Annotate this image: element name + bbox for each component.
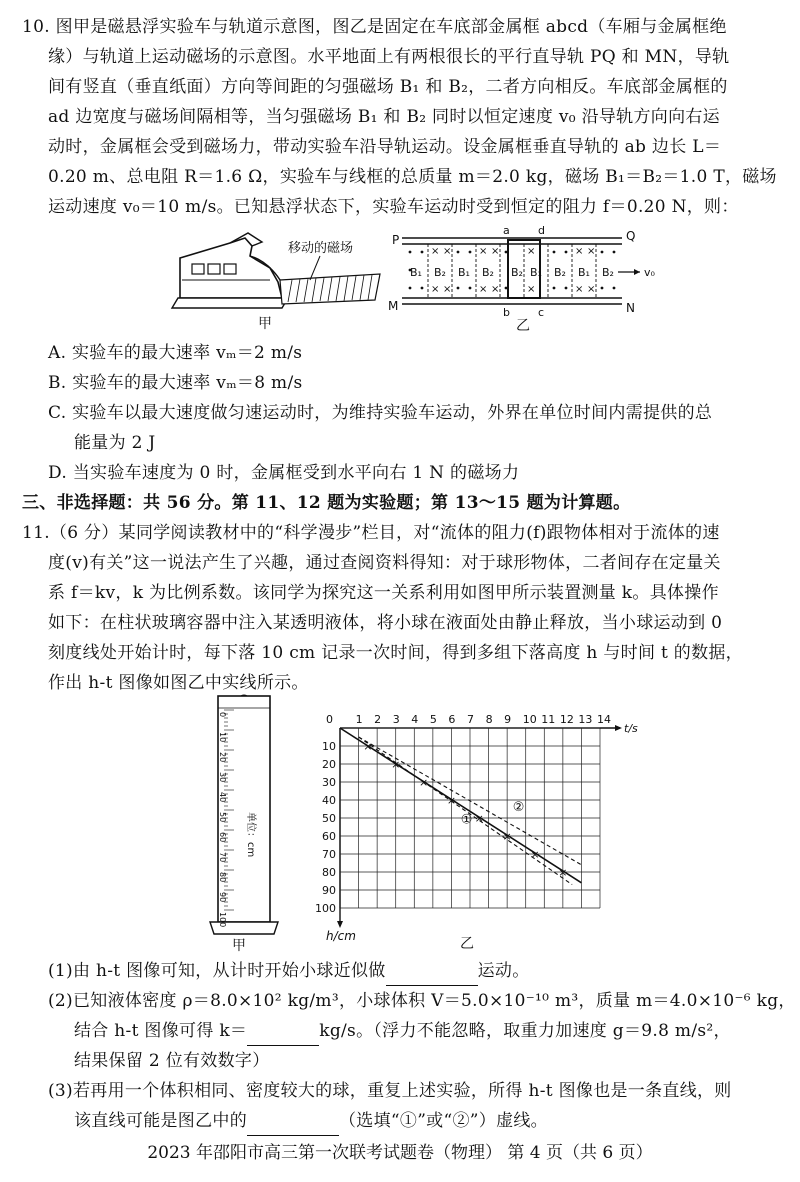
label-Q: Q (626, 229, 636, 243)
q11-sub2-line1: (2)已知液体密度 ρ＝8.0×10² kg/m³，小球体积 V＝5.0×10⁻¹⁰ m³，质量 m＝4.0×10⁻⁶ kg， (48, 991, 796, 1011)
section-3-heading: 三、非选择题：共 56 分。第 11、12 题为实验题；第 13～15 题为计算题。 (22, 493, 631, 513)
x-axis-label: t/s (624, 722, 638, 735)
y-tick-label: 50 (322, 812, 336, 825)
label-v0: v₀ (644, 266, 655, 279)
y-tick-label: 60 (322, 830, 336, 843)
q10-line-4: ad 边宽度与磁场间隔相等，当匀强磁场 B₁ 和 B₂ 同时以恒定速度 v₀ 沿导轨方向向右运 (48, 107, 720, 127)
ruler-label: 0 (218, 712, 227, 718)
x-tick-label: 6 (448, 713, 456, 726)
y-axis-arrow (337, 921, 343, 928)
x-tick-label: 8 (485, 713, 493, 726)
q10-line-3: 间有竖直（垂直纸面）方向等间距的匀强磁场 B₁ 和 B₂，二者方向相反。车底部金属框的 (48, 77, 728, 97)
q10-line-7: 运动速度 v₀＝10 m/s。已知悬浮状态下，实验车运动时受到恒定的阻力 f＝0.20 N，则： (48, 197, 739, 217)
data-point: × (502, 830, 512, 843)
q10-option-c-cont: 能量为 2 J (74, 433, 156, 453)
svg-text:×: × (491, 246, 500, 257)
ruler-label: 20 (218, 752, 227, 763)
y-tick-label: 30 (322, 776, 336, 789)
svg-text:×: × (491, 284, 500, 295)
y-tick-label: 70 (322, 848, 336, 861)
label-d: d (538, 224, 545, 237)
q10-option-c: C. 实验车以最大速度做匀速运动时，为维持实验车运动，外界在单位时间内需提供的总 (48, 403, 713, 423)
svg-text:×: × (587, 284, 596, 295)
series-annotation: ① (460, 812, 473, 828)
y-axis-label: h/cm (326, 929, 356, 943)
q11-sub3-line1: (3)若再用一个体积相同、密度较大的球，重复上述实验，所得 h-t 图像也是一条直线，则 (48, 1081, 732, 1101)
svg-text:×: × (575, 246, 584, 257)
q11-sub2-post: kg/s。（浮力不能忽略，取重力加速度 g＝9.8 m/s²， (319, 1021, 731, 1041)
x-tick-label: 0 (326, 713, 333, 726)
ruler-label: 10 (218, 732, 227, 743)
x-tick-label: 11 (541, 713, 556, 726)
x-tick-label: 9 (504, 713, 512, 726)
x-tick-label: 7 (467, 713, 474, 726)
data-point: × (446, 794, 457, 807)
svg-text:×: × (587, 246, 596, 257)
ruler-label: 50 (218, 812, 227, 823)
y-tick-label: 20 (322, 758, 336, 771)
q11-line-2: 度(v)有关”这一说法产生了兴趣，通过查阅资料得知：对于球形物体，二者间存在定量关 (48, 553, 721, 573)
x-tick-label: 14 (597, 713, 611, 726)
q11-sub1 (48, 956, 800, 986)
q11-sub1-post: 运动。 (477, 961, 530, 981)
page-footer: 2023 年邵阳市高三第一次联考试题卷（物理） 第 4 页（共 6 页） (147, 1143, 653, 1163)
ruler-label: 80 (218, 872, 227, 883)
svg-text:×: × (479, 284, 488, 295)
svg-text:×: × (575, 284, 584, 295)
ruler-label: 40 (218, 792, 227, 803)
x-tick-label: 4 (411, 713, 419, 726)
q11-sub1-pre: (1)由 h-t 图像可知，从计时开始小球近似做 (48, 961, 386, 981)
x-tick-label: 1 (355, 713, 363, 726)
svg-text:×: × (431, 284, 440, 295)
label-c: c (538, 306, 545, 319)
series-annotation: ② (512, 799, 525, 815)
series-line-solid (340, 728, 581, 883)
ruler-label: 60 (218, 832, 227, 843)
ruler-label: 70 (218, 852, 227, 863)
moving-field-label: 移动的磁场 (288, 241, 354, 256)
data-point: × (363, 740, 373, 753)
q11-line-3: 系 f＝kv，k 为比例系数。该同学为探究这一关系利用如图甲所示装置测量 k。具体操作 (48, 583, 719, 603)
ruler-label: 90 (218, 892, 227, 903)
svg-text:×: × (479, 246, 488, 257)
cylinder-unit-label: 单位：cm (245, 812, 256, 858)
field-label-b1: B₁ (458, 266, 470, 279)
svg-text:×: × (443, 284, 452, 295)
q11-fig-jia-caption: 甲 (232, 938, 246, 954)
field-label-b2: B₂ (511, 266, 523, 279)
svg-text:×: × (431, 246, 440, 257)
field-label-b2: B₂ (554, 266, 566, 279)
label-P: P (392, 233, 400, 247)
q11-line-5: 刻度线处开始计时，每下落 10 cm 记录一次时间，得到多组下落高度 h 与时间 t 的数据， (48, 643, 743, 663)
answer-blank-1[interactable] (386, 965, 478, 986)
fig-jia-caption: 甲 (258, 316, 272, 332)
q10-line-2: 缘）与轨道上运动磁场的示意图。水平地面上有两根很长的平行直导轨 PQ 和 MN，导轨 (48, 47, 730, 67)
svg-text:×: × (443, 246, 452, 257)
x-tick-label: 10 (522, 713, 537, 726)
q11-line-4: 如下：在柱状玻璃容器中注入某透明液体，将小球在液面处由静止释放，当小球运动到 0 (48, 613, 723, 633)
x-tick-label: 3 (392, 713, 400, 726)
y-tick-label: 40 (322, 794, 336, 807)
y-tick-label: 100 (315, 902, 336, 915)
data-point: × (391, 758, 401, 771)
q10-option-d: D. 当实验车速度为 0 时，金属框受到水平向右 1 N 的磁场力 (48, 463, 520, 483)
chart-caption: 乙 (460, 936, 474, 950)
q11-sub3-line2 (74, 1106, 800, 1136)
data-point: × (418, 776, 429, 789)
answer-blank-3[interactable] (247, 1115, 339, 1136)
label-b: b (503, 306, 510, 319)
q11-sub3-post: （选填“①”或“②”）虚线。 (339, 1111, 548, 1131)
ht-chart (300, 706, 640, 950)
svg-text:×: × (527, 246, 536, 257)
x-tick-label: 12 (559, 713, 574, 726)
ruler-label: 30 (218, 772, 227, 783)
label-a: a (503, 224, 510, 237)
label-N: N (626, 301, 635, 315)
field-label-b1: B₁ (578, 266, 590, 279)
label-M: M (388, 299, 399, 313)
q11-sub2-line2 (74, 1016, 800, 1046)
q11-sub3-pre: 该直线可能是图乙中的 (74, 1111, 247, 1131)
q11-line-6: 作出 h-t 图像如图乙中实线所示。 (48, 673, 309, 693)
svg-text:×: × (527, 284, 536, 295)
fig-yi-caption: 乙 (516, 318, 530, 332)
x-tick-label: 2 (374, 713, 382, 726)
field-label-b2: B₂ (434, 266, 446, 279)
q11-sub2-pre: 结合 h-t 图像可得 k＝ (74, 1021, 248, 1041)
y-tick-label: 10 (322, 740, 336, 753)
y-tick-label: 90 (322, 884, 336, 897)
field-label-b2: B₂ (482, 266, 494, 279)
x-tick-label: 5 (429, 713, 437, 726)
x-tick-label: 13 (578, 713, 593, 726)
q10-line-5: 动时，金属框会受到磁场力，带动实验车沿导轨运动。设金属框垂直导轨的 ab 边长 L＝ (48, 137, 722, 157)
data-point: × (558, 866, 568, 879)
answer-blank-2[interactable] (247, 1025, 319, 1046)
q10-option-b: B. 实验车的最大速率 vₘ＝8 m/s (48, 373, 303, 393)
field-label-b1: B₁ (530, 266, 542, 279)
data-point: × (530, 848, 540, 861)
q10-figure-rails (388, 224, 688, 332)
field-label-b2: B₂ (602, 266, 614, 279)
q10-line-6: 0.20 m、总电阻 R＝1.6 Ω，实验车与线框的总质量 m＝2.0 kg，磁场 B₁＝B₂＝1.0 T，磁场 (48, 167, 777, 187)
data-point: × (474, 812, 484, 825)
ruler-label: 100 (218, 912, 227, 928)
x-axis-arrow (615, 725, 622, 731)
field-label-b1: B₁ (410, 266, 422, 279)
velocity-arrowhead (634, 269, 640, 275)
q10-figure-train (170, 228, 385, 334)
q11-line-1: 11.（6 分）某同学阅读教材中的“科学漫步”栏目，对“流体的阻力(f)跟物体相对于流体的速 (22, 523, 720, 543)
q11-sub2-line3: 结果保留 2 位有效数字） (74, 1051, 270, 1071)
q10-line-1: 10. 图甲是磁悬浮实验车与轨道示意图，图乙是固定在车底部金属框 abcd（车厢与金属框绝 (22, 17, 727, 37)
q11-figure-cylinder (190, 688, 280, 954)
y-tick-label: 80 (322, 866, 336, 879)
q10-option-a: A. 实验车的最大速率 vₘ＝2 m/s (48, 343, 303, 363)
